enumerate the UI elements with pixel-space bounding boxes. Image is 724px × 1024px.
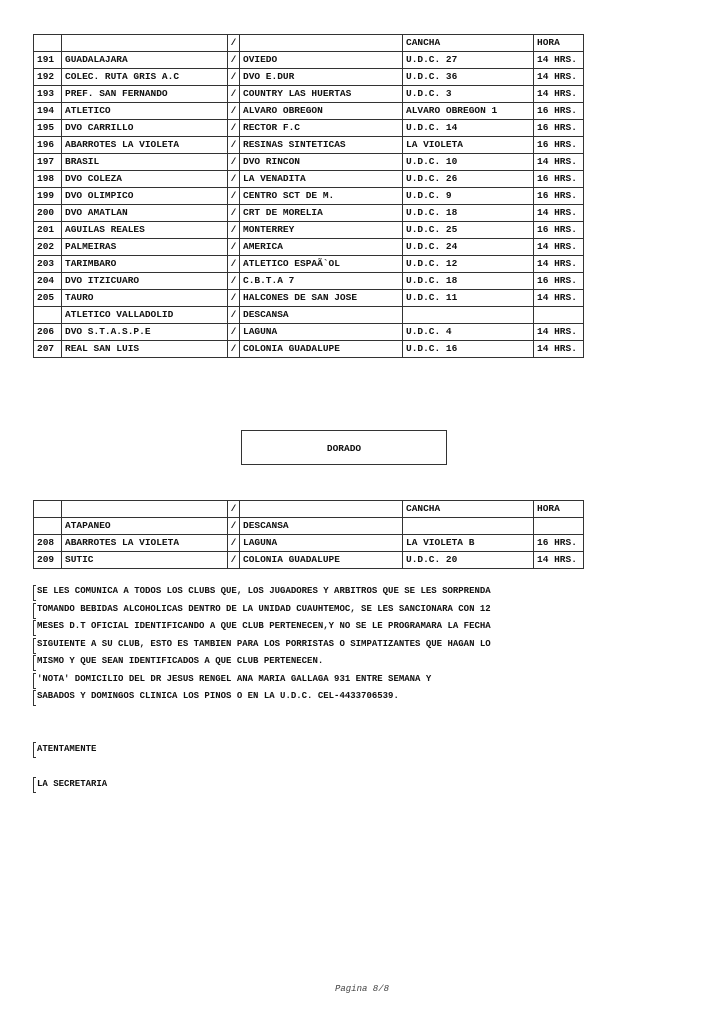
notice-line-text: MISMO Y QUE SEAN IDENTIFICADOS A QUE CLUB PERTENECEN. — [37, 656, 324, 666]
cell-hour — [534, 518, 584, 535]
cell-away: ALVARO OBREGON — [240, 103, 403, 120]
cell-num: 205 — [34, 290, 62, 307]
cell-field: U.D.C. 24 — [403, 239, 534, 256]
cell-field — [403, 518, 534, 535]
cell-sep: / — [228, 205, 240, 222]
text-cursor-marker — [33, 742, 36, 758]
page-footer: Pagina 8/8 — [334, 984, 389, 994]
cell-away: AMERICA — [240, 239, 403, 256]
cell-home: PALMEIRAS — [62, 239, 228, 256]
dorado-fixtures-table — [33, 500, 584, 569]
cell-sep: / — [228, 120, 240, 137]
cell-sep: / — [228, 52, 240, 69]
cell-home — [62, 35, 228, 52]
cell-away: DVO E.DUR — [240, 69, 403, 86]
cell-hour: 16 HRS. — [534, 273, 584, 290]
table-row — [34, 69, 584, 86]
cell-hour: HORA — [534, 35, 584, 52]
cell-hour: HORA — [534, 501, 584, 518]
cell-num: 197 — [34, 154, 62, 171]
table-row — [34, 518, 584, 535]
cell-num: 195 — [34, 120, 62, 137]
cell-num: 206 — [34, 324, 62, 341]
notice-line-text: 'NOTA' DOMICILIO DEL DR JESUS RENGEL ANA MARIA GALLAGA 931 ENTRE SEMANA Y — [37, 673, 432, 684]
cell-sep: / — [228, 307, 240, 324]
table-row — [34, 552, 584, 569]
cell-home: ABARROTES LA VIOLETA — [62, 137, 228, 154]
cell-sep: / — [228, 239, 240, 256]
cell-home: REAL SAN LUIS — [62, 341, 228, 358]
cell-away: LA VENADITA — [240, 171, 403, 188]
notice-line — [33, 601, 593, 619]
cell-away: DESCANSA — [240, 307, 403, 324]
cell-field: U.D.C. 26 — [403, 171, 534, 188]
cell-hour: 14 HRS. — [534, 69, 584, 86]
cell-num: 209 — [34, 552, 62, 569]
cell-hour: 16 HRS. — [534, 171, 584, 188]
cell-field: U.D.C. 12 — [403, 256, 534, 273]
cell-num: 194 — [34, 103, 62, 120]
cell-num: 200 — [34, 205, 62, 222]
table-row — [34, 307, 584, 324]
cell-field: U.D.C. 3 — [403, 86, 534, 103]
cell-away: COLONIA GUADALUPE — [240, 341, 403, 358]
cell-home: TARIMBARO — [62, 256, 228, 273]
cell-field: U.D.C. 4 — [403, 324, 534, 341]
table-row — [34, 273, 584, 290]
cell-field: U.D.C. 18 — [403, 205, 534, 222]
cell-hour: 14 HRS. — [534, 86, 584, 103]
text-cursor-marker — [33, 603, 36, 619]
notice-line-text: MESES D.T OFICIAL IDENTIFICANDO A QUE CLUB PERTENECEN,Y NO SE LE PROGRAMARA LA FECHA — [37, 621, 491, 631]
cell-home: BRASIL — [62, 154, 228, 171]
cell-home — [62, 501, 228, 518]
cell-num: 207 — [34, 341, 62, 358]
cell-hour: 14 HRS. — [534, 52, 584, 69]
text-cursor-marker — [33, 620, 36, 636]
cell-field: U.D.C. 20 — [403, 552, 534, 569]
notice-line-text: SIGUIENTE A SU CLUB, ESTO ES TAMBIEN PARA LOS PORRISTAS O SIMPATIZANTES QUE HAGAN LO — [37, 638, 491, 649]
notice-line — [33, 618, 593, 636]
fixtures-table — [33, 34, 584, 358]
cell-sep: / — [228, 69, 240, 86]
cell-num — [34, 307, 62, 324]
cell-away: CENTRO SCT DE M. — [240, 188, 403, 205]
cell-field: U.D.C. 11 — [403, 290, 534, 307]
cell-num — [34, 501, 62, 518]
notice-line — [33, 688, 593, 706]
cell-field: U.D.C. 27 — [403, 52, 534, 69]
signature — [33, 779, 107, 789]
cell-field: U.D.C. 14 — [403, 120, 534, 137]
table-row — [34, 86, 584, 103]
cell-field: CANCHA — [403, 35, 534, 52]
cell-sep: / — [228, 552, 240, 569]
cell-home: AGUILAS REALES — [62, 222, 228, 239]
cell-num: 199 — [34, 188, 62, 205]
table-row — [34, 137, 584, 154]
cell-sep: / — [228, 518, 240, 535]
cell-num: 191 — [34, 52, 62, 69]
cell-hour: 14 HRS. — [534, 256, 584, 273]
cell-sep: / — [228, 171, 240, 188]
cell-home: GUADALAJARA — [62, 52, 228, 69]
cell-hour: 14 HRS. — [534, 552, 584, 569]
cell-away: COUNTRY LAS HUERTAS — [240, 86, 403, 103]
cell-sep: / — [228, 222, 240, 239]
cell-num: 201 — [34, 222, 62, 239]
cell-sep: / — [228, 501, 240, 518]
cell-num: 196 — [34, 137, 62, 154]
cell-away: RECTOR F.C — [240, 120, 403, 137]
table-row — [34, 222, 584, 239]
cell-sep: / — [228, 137, 240, 154]
closing-text: ATENTAMENTE — [37, 744, 97, 754]
cell-home: DVO COLEZA — [62, 171, 228, 188]
signature-text: LA SECRETARIA — [37, 779, 108, 789]
cell-hour: 16 HRS. — [534, 535, 584, 552]
cell-away: DVO RINCON — [240, 154, 403, 171]
closing — [33, 744, 96, 754]
table-row — [34, 188, 584, 205]
cell-away: DESCANSA — [240, 518, 403, 535]
cell-hour: 14 HRS. — [534, 324, 584, 341]
text-cursor-marker — [33, 638, 36, 654]
table-row — [34, 120, 584, 137]
cell-home: ABARROTES LA VIOLETA — [62, 535, 228, 552]
cell-field: LA VIOLETA — [403, 137, 534, 154]
cell-away: C.B.T.A 7 — [240, 273, 403, 290]
cell-num: 204 — [34, 273, 62, 290]
cell-sep: / — [228, 273, 240, 290]
cell-away: LAGUNA — [240, 324, 403, 341]
cell-num: 193 — [34, 86, 62, 103]
cell-home: DVO S.T.A.S.P.E — [62, 324, 228, 341]
cell-hour — [534, 307, 584, 324]
text-cursor-marker — [33, 585, 36, 601]
cell-away: RESINAS SINTETICAS — [240, 137, 403, 154]
table-row — [34, 324, 584, 341]
cell-sep: / — [228, 256, 240, 273]
cell-away — [240, 35, 403, 52]
text-cursor-marker — [33, 655, 36, 671]
table-row — [34, 535, 584, 552]
cell-home: ATLETICO VALLADOLID — [62, 307, 228, 324]
table-header-row — [34, 35, 584, 52]
cell-field: U.D.C. 10 — [403, 154, 534, 171]
cell-hour: 14 HRS. — [534, 205, 584, 222]
cell-hour: 16 HRS. — [534, 188, 584, 205]
cell-away: LAGUNA — [240, 535, 403, 552]
cell-field: U.D.C. 16 — [403, 341, 534, 358]
cell-home: DVO AMATLAN — [62, 205, 228, 222]
cell-num: 202 — [34, 239, 62, 256]
cell-hour: 16 HRS. — [534, 222, 584, 239]
cell-home: DVO OLIMPICO — [62, 188, 228, 205]
cell-hour: 16 HRS. — [534, 120, 584, 137]
cell-home: COLEC. RUTA GRIS A.C — [62, 69, 228, 86]
cell-away: HALCONES DE SAN JOSE — [240, 290, 403, 307]
cell-home: ATLETICO — [62, 103, 228, 120]
cell-field: U.D.C. 9 — [403, 188, 534, 205]
cell-home: SUTIC — [62, 552, 228, 569]
text-cursor-marker — [33, 690, 36, 706]
notice-line — [33, 636, 593, 654]
cell-field: U.D.C. 25 — [403, 222, 534, 239]
table-row — [34, 256, 584, 273]
cell-field: U.D.C. 36 — [403, 69, 534, 86]
notice-line — [33, 653, 593, 671]
notice-line-text: TOMANDO BEBIDAS ALCOHOLICAS DENTRO DE LA UNIDAD CUAUHTEMOC, SE LES SANCIONARA CON 12 — [37, 603, 491, 614]
table-row — [34, 171, 584, 188]
notice-line-text: SE LES COMUNICA A TODOS LOS CLUBS QUE, LOS JUGADORES Y ARBITROS QUE SE LES SORPRENDA — [37, 586, 491, 596]
cell-hour: 14 HRS. — [534, 239, 584, 256]
cell-num: 198 — [34, 171, 62, 188]
text-cursor-marker — [33, 673, 36, 689]
notice-paragraph — [33, 583, 593, 706]
table-row — [34, 52, 584, 69]
cell-home: DVO CARRILLO — [62, 120, 228, 137]
table-row — [34, 290, 584, 307]
notice-line-text: SABADOS Y DOMINGOS CLINICA LOS PINOS O EN LA U.D.C. CEL-4433706539. — [37, 691, 399, 701]
section-title: DORADO — [241, 430, 447, 465]
cell-sep: / — [228, 188, 240, 205]
cell-sep: / — [228, 103, 240, 120]
cell-sep: / — [228, 324, 240, 341]
cell-hour: 14 HRS. — [534, 154, 584, 171]
cell-sep: / — [228, 154, 240, 171]
cell-num: 203 — [34, 256, 62, 273]
cell-away: OVIEDO — [240, 52, 403, 69]
cell-sep: / — [228, 290, 240, 307]
cell-hour: 16 HRS. — [534, 103, 584, 120]
cell-home: TAURO — [62, 290, 228, 307]
table-row — [34, 103, 584, 120]
cell-hour: 16 HRS. — [534, 137, 584, 154]
cell-home: ATAPANEO — [62, 518, 228, 535]
cell-field: ALVARO OBREGON 1 — [403, 103, 534, 120]
table-row — [34, 239, 584, 256]
cell-sep: / — [228, 35, 240, 52]
cell-field: LA VIOLETA B — [403, 535, 534, 552]
cell-sep: / — [228, 86, 240, 103]
cell-num: 192 — [34, 69, 62, 86]
table-row — [34, 205, 584, 222]
cell-home: DVO ITZICUARO — [62, 273, 228, 290]
cell-away — [240, 501, 403, 518]
cell-field — [403, 307, 534, 324]
table-header-row — [34, 501, 584, 518]
text-cursor-marker — [33, 777, 36, 793]
cell-hour: 14 HRS. — [534, 290, 584, 307]
cell-num — [34, 35, 62, 52]
cell-away: ATLETICO ESPAÃ`OL — [240, 256, 403, 273]
cell-num: 208 — [34, 535, 62, 552]
cell-field: CANCHA — [403, 501, 534, 518]
cell-sep: / — [228, 341, 240, 358]
cell-hour: 14 HRS. — [534, 341, 584, 358]
table-row — [34, 341, 584, 358]
cell-field: U.D.C. 18 — [403, 273, 534, 290]
cell-sep: / — [228, 535, 240, 552]
cell-away: COLONIA GUADALUPE — [240, 552, 403, 569]
notice-line — [33, 671, 593, 689]
cell-away: CRT DE MORELIA — [240, 205, 403, 222]
notice-line — [33, 583, 593, 601]
cell-num — [34, 518, 62, 535]
table-row — [34, 154, 584, 171]
cell-home: PREF. SAN FERNANDO — [62, 86, 228, 103]
cell-away: MONTERREY — [240, 222, 403, 239]
